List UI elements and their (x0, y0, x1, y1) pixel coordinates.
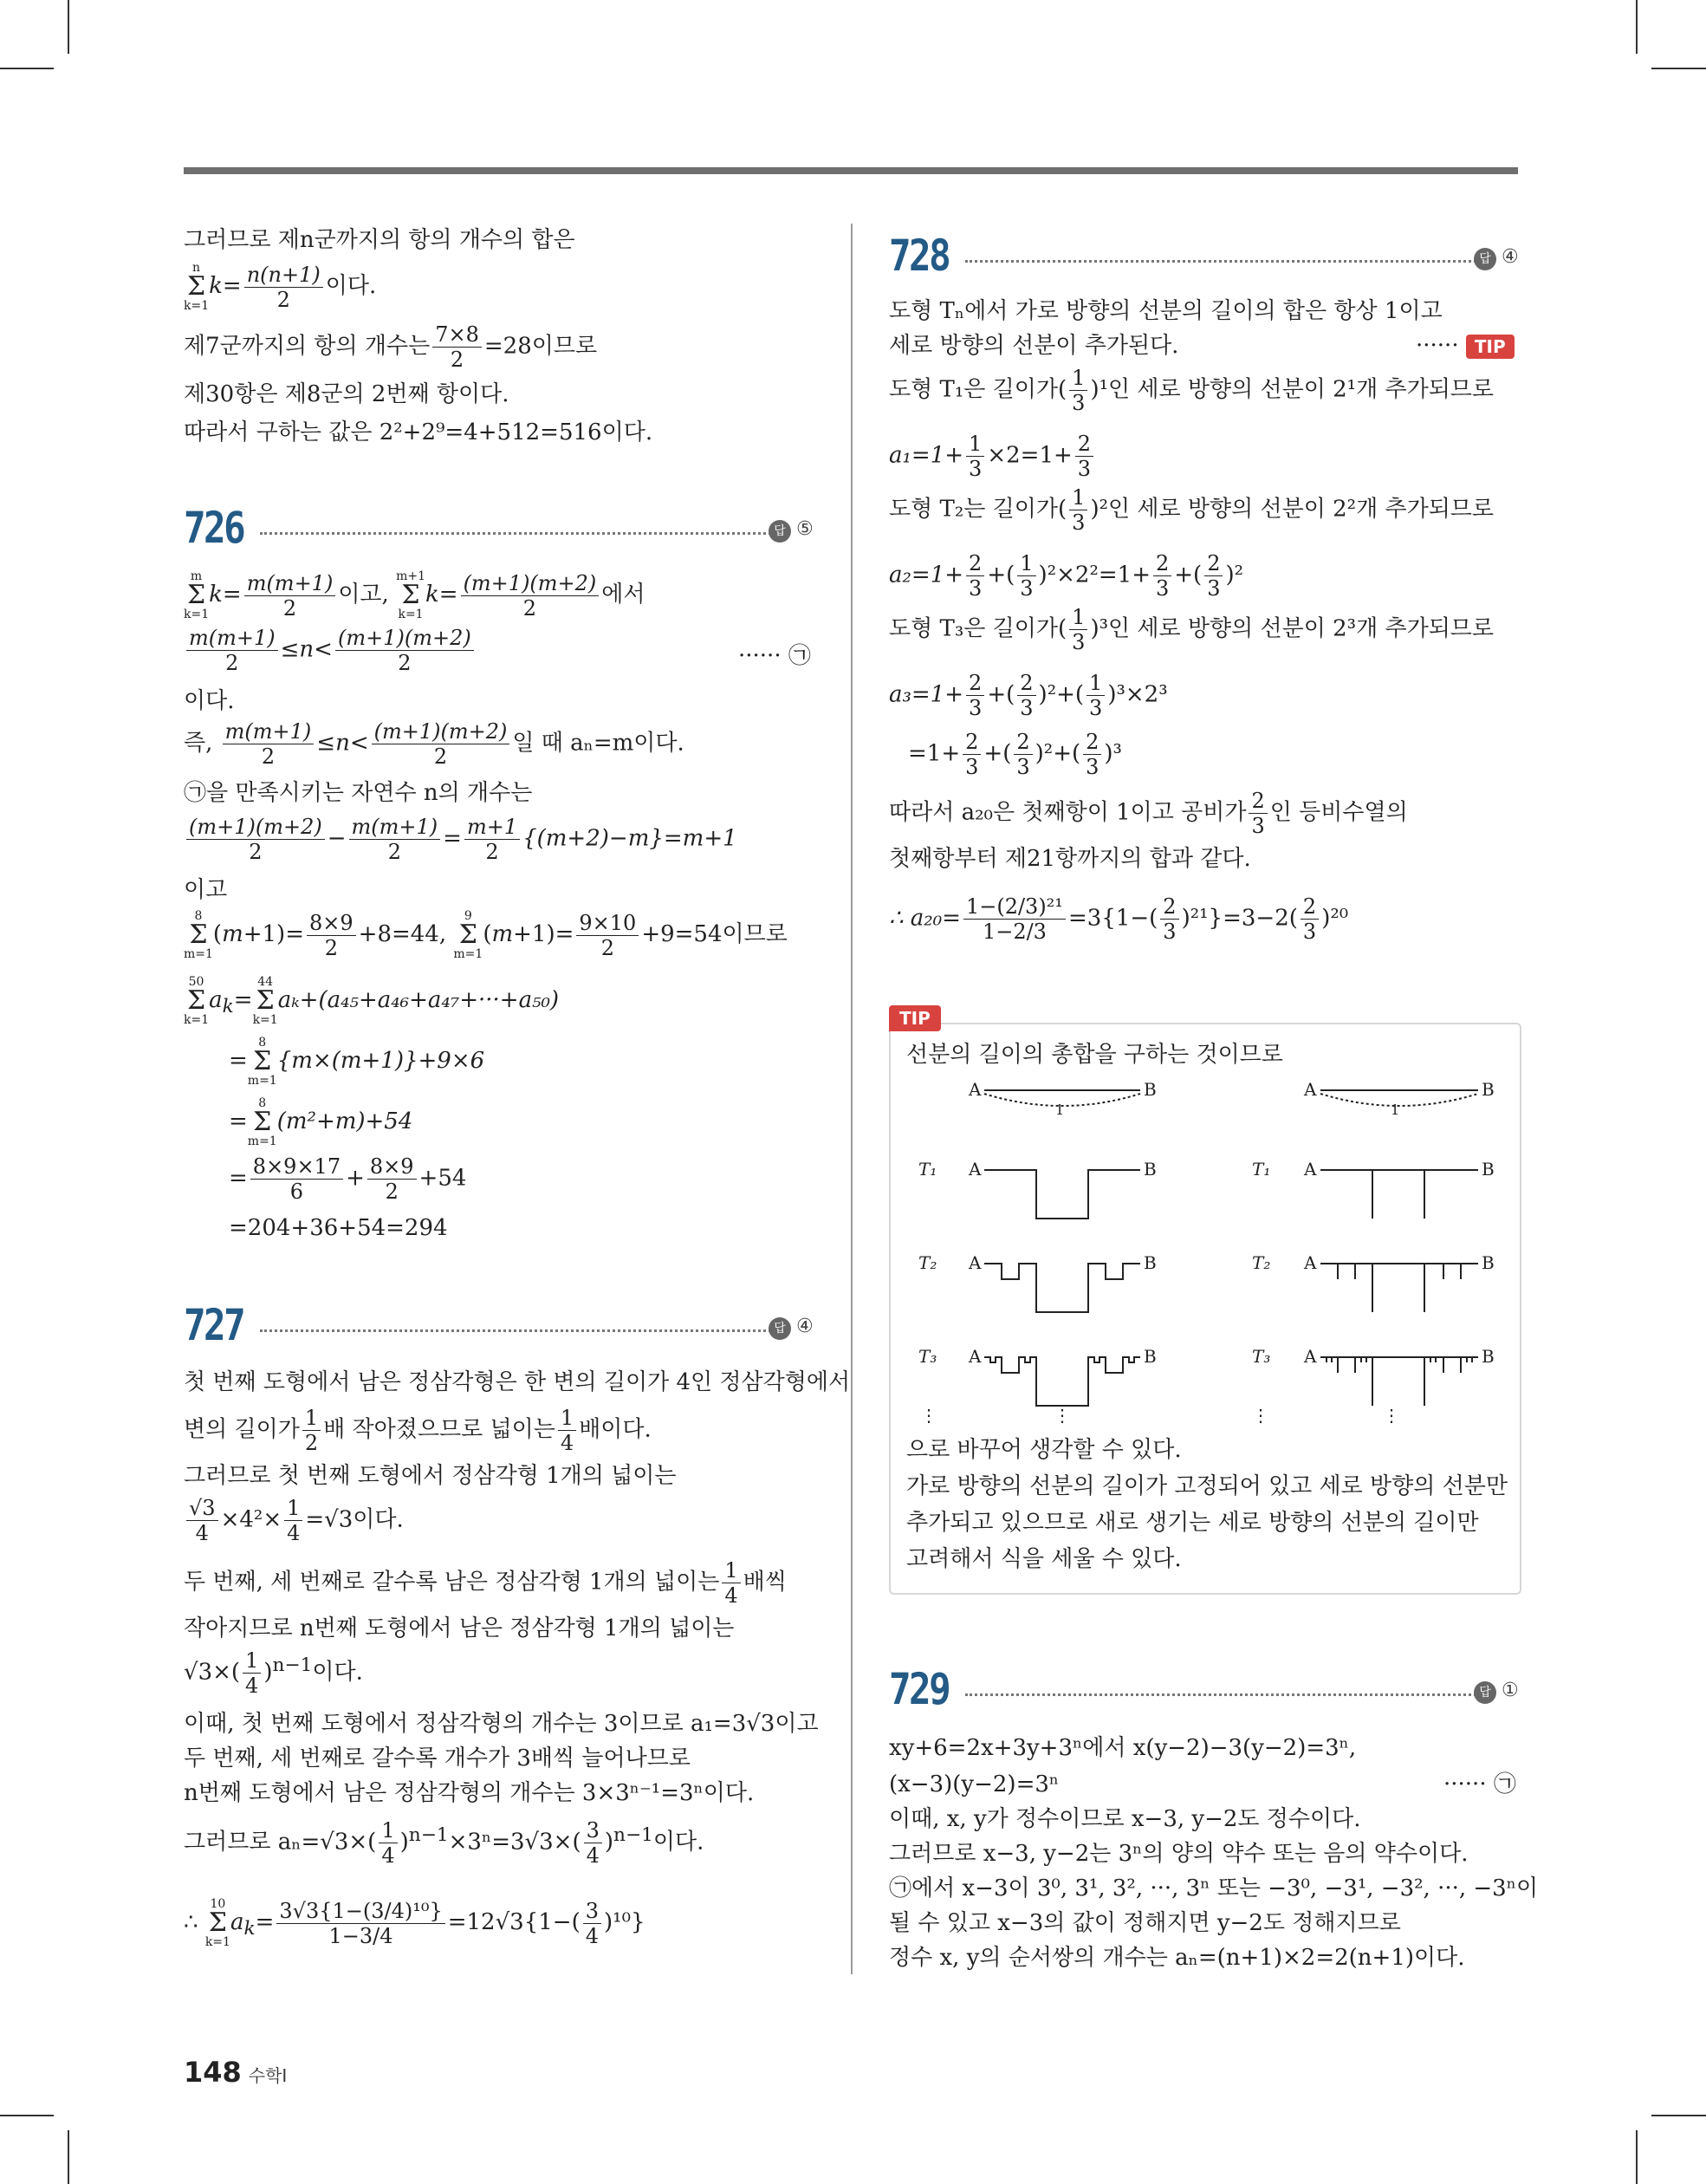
answer-mark: 답 ④ (1474, 246, 1519, 270)
tip-intro: 선분의 길이의 총합을 구하는 것이므로 (906, 1042, 1283, 1068)
p727-line: 그러므로 첫 번째 도형에서 정삼각형 1개의 넓이는 (184, 1463, 677, 1489)
point-a: A (1304, 1159, 1317, 1180)
p726-line: $\frac{(m+1)(m+2)}{2}$ − $\frac{m(m+1)}{2}$ = $\frac{m+1}{2}$ {(m+2)−m}=m+1 (184, 815, 737, 864)
crop-mark (1651, 68, 1706, 69)
p728-line: 도형 T₃은 길이가( $\frac{1}{3}$ )³인 세로 방향의 선분이 2³개 추가되므로 (889, 605, 1495, 654)
crop-mark (68, 2130, 69, 2184)
p726-line: = $\frac{8\times 9\times 17}{6}$ + $\frac{8\times 9}{2}$ +54 (229, 1154, 467, 1204)
length-label: 1 (1391, 1102, 1400, 1118)
answer-icon: 답 (1474, 248, 1496, 270)
intro-line: 제7군까지의 항의 개수는 $\frac{7\times 8}{2}$ =28이므로 (184, 322, 598, 372)
p729-line: (x−3)(y−2)=3ⁿ (889, 1771, 1060, 1797)
page-number: 148 (184, 2056, 242, 2089)
crop-mark (68, 0, 69, 54)
p728-line: a₃=1+ $\frac{2}{3}$ +( $\frac{2}{3}$ )²+( $\frac{1}{3}$ )³×2³ (889, 671, 1168, 720)
crop-mark (1636, 2130, 1638, 2184)
problem-number: 727 (184, 1300, 244, 1350)
p727-line: 작아지므로 n번째 도형에서 남은 정삼각형 1개의 넓이는 (184, 1615, 735, 1641)
p727-line: n번째 도형에서 남은 정삼각형의 개수는 3×3ⁿ⁻¹=3ⁿ이다. (184, 1780, 755, 1806)
p727-line: 두 번째, 세 번째로 갈수록 개수가 3배씩 늘어나므로 (184, 1745, 691, 1771)
point-b: B (1144, 1252, 1157, 1273)
p728-line: 도형 T₂는 길이가( $\frac{1}{3}$ )²인 세로 방향의 선분이 2²개 추가되므로 (889, 485, 1495, 535)
p729-line: 될 수 있고 x−3의 값이 정해지면 y−2도 정해지므로 (889, 1910, 1401, 1936)
p728-line: 따라서 a₂₀은 첫째항이 1이고 공비가 $\frac{2}{3}$ 인 등비수열의 (889, 789, 1408, 838)
intro-line: 제30항은 제8군의 2번째 항이다. (184, 381, 509, 407)
p726-line: ㉠을 만족시키는 자연수 n의 개수는 (184, 780, 533, 806)
point-a: A (969, 1252, 982, 1273)
point-b: B (1482, 1079, 1495, 1100)
dot-leader (965, 1693, 1476, 1696)
intro-line: 그러므로 제n군까지의 항의 개수의 합은 (184, 227, 575, 253)
point-b: B (1144, 1079, 1157, 1100)
dot-leader (260, 532, 771, 535)
p728-line: a₂=1+ $\frac{2}{3}$ +( $\frac{1}{3}$ )²×2²=1+ $\frac{2}{3}$ +( $\frac{2}{3}$ )² (889, 551, 1244, 601)
problem-729-header (889, 1664, 1518, 1716)
point-b: B (1482, 1252, 1495, 1273)
point-a: A (969, 1346, 982, 1367)
p726-line: $\frac{m(m+1)}{2}$ ≤n< $\frac{(m+1)(m+2)}{2}$ (184, 626, 477, 675)
answer-mark: 답 ④ (769, 1316, 814, 1340)
p726-line: =8 Σ m=1(m²+m)+54 (229, 1096, 413, 1148)
point-b: B (1482, 1346, 1495, 1367)
tip-line: 고려해서 식을 세울 수 있다. (906, 1546, 1182, 1572)
vdots: ⋮ (1252, 1405, 1269, 1426)
tip-ref: ······ TIP (1416, 331, 1515, 361)
p726-line: =8 Σ m=1{m×(m+1)}+9×6 (229, 1036, 485, 1088)
answer-mark: 답 ① (1474, 1680, 1519, 1704)
p728-line: 도형 T₁은 길이가( $\frac{1}{3}$ )¹인 세로 방향의 선분이 2¹개 추가되므로 (889, 366, 1495, 415)
tip-label: TIP (889, 1005, 941, 1031)
p727-line: √3×( $\frac{1}{4}$ )$^{n-1}$이다. (184, 1648, 363, 1698)
p728-line: 도형 Tₙ에서 가로 방향의 선분의 길이의 합은 항상 1이고 (889, 298, 1443, 324)
p728-line: a₁=1+ $\frac{1}{3}$ ×2=1+ $\frac{2}{3}$ (889, 432, 1096, 481)
point-a: A (969, 1159, 982, 1180)
t2-shape (984, 1264, 1140, 1312)
p727-line: 그러므로 aₙ=√3×( $\frac{1}{4}$ )$^{n-1}$×3ⁿ=3√3×( $\frac{3}{4}$ )$^{n-1}$이다. (184, 1818, 704, 1868)
mark-label: ······ ㉠ (738, 643, 811, 669)
p726-line: 50 Σ $k=1a_k=44$ Σ k=1aₖ+(a₄₅+a₄₆+a₄₇+···+a₅₀) (184, 975, 560, 1027)
p728-line: 첫째항부터 제21항까지의 합과 같다. (889, 846, 1251, 872)
p726-line: 이고 (184, 877, 228, 903)
answer-icon: 답 (1474, 1681, 1496, 1704)
mark-label: ······ ㉠ (1443, 1771, 1516, 1797)
row-label-t2: T₂ (1252, 1252, 1271, 1273)
row-label-t1: T₁ (918, 1159, 937, 1180)
subject-label: 수학Ⅰ (248, 2065, 288, 2086)
row-label-t3: T₃ (1252, 1346, 1271, 1367)
point-b: B (1482, 1159, 1495, 1180)
point-a: A (1304, 1079, 1317, 1100)
tip-line: 추가되고 있으므로 새로 생기는 세로 방향의 선분의 길이만 (906, 1510, 1479, 1536)
p727-line: 두 번째, 세 번째로 갈수록 남은 정삼각형 1개의 넓이는 $\frac{1}{4}$ 배씩 (184, 1558, 787, 1608)
vdots: ⋮ (1054, 1405, 1071, 1426)
tip-diagram (901, 1075, 1508, 1447)
crop-mark (1651, 2115, 1706, 2116)
tip-line: 가로 방향의 선분의 길이가 고정되어 있고 세로 방향의 선분만 (906, 1473, 1508, 1499)
p726-line: 즉, $\frac{m(m+1)}{2}$ ≤n< $\frac{(m+1)(m+2)}{2}$ 일 때 aₙ=m이다. (184, 719, 684, 769)
vdots: ⋮ (920, 1405, 937, 1426)
point-b: B (1144, 1159, 1157, 1180)
tip-line: 으로 바꾸어 생각할 수 있다. (906, 1437, 1182, 1463)
problem-727-header (184, 1300, 816, 1352)
p726-line: 이다. (184, 688, 235, 714)
p726-line: 8 Σ m=1(m+1)= $\frac{8\times 9}{2}$ +8=44, 9 Σ m=1(m+1)= $\frac{9\times 10}{2}$ +9=54이므로 (184, 909, 788, 961)
problem-726-header (184, 503, 816, 555)
vdots: ⋮ (1383, 1405, 1400, 1426)
point-b: B (1144, 1346, 1157, 1367)
crop-mark (1636, 0, 1638, 54)
p726-line: =204+36+54=294 (229, 1215, 448, 1241)
problem-number: 726 (184, 503, 244, 553)
t1-shape (984, 1170, 1140, 1219)
p729-line: 그러므로 x−3, y−2는 3ⁿ의 양의 약수 또는 음의 약수이다. (889, 1841, 1469, 1867)
length-label: 1 (1055, 1102, 1065, 1118)
t3-shape (984, 1357, 1140, 1406)
answer-icon: 답 (769, 520, 791, 543)
point-a: A (1304, 1252, 1317, 1273)
p728-line: 세로 방향의 선분이 추가된다. (889, 333, 1179, 359)
p727-line: $\frac{√3}{4}$ ×4²× $\frac{1}{4}$ =√3이다. (184, 1496, 404, 1545)
row-label-t3: T₃ (918, 1346, 937, 1367)
header-rule (184, 167, 1518, 174)
point-a: A (969, 1079, 982, 1100)
p727-line: 변의 길이가 $\frac{1}{2}$ 배 작아졌으므로 넓이는 $\frac{1}{4}$ 배이다. (184, 1406, 652, 1455)
problem-number: 729 (889, 1664, 950, 1714)
p727-line: 첫 번째 도형에서 남은 정삼각형은 한 변의 길이가 4인 정삼각형에서 (184, 1369, 851, 1395)
problem-number: 728 (889, 231, 950, 281)
column-divider (851, 224, 853, 1974)
p727-line: ∴ 10 Σ $k=1a_k=$ $\frac{\text{3√3\{1−(3/4)¹⁰\}}}{1-3/4}$ =12√3{1−( $\frac{3}{4}$ )¹⁰} (184, 1897, 645, 1949)
p729-line: xy+6=2x+3y+3ⁿ에서 x(y−2)−3(y−2)=3ⁿ, (889, 1735, 1357, 1761)
intro-line: 따라서 구하는 값은 2²+2⁹=4+512=516이다. (184, 419, 653, 445)
tip-badge: TIP (1466, 335, 1515, 359)
p728-line: ∴ a₂₀= $\frac{\text{1−(2/3)²¹}}{1-2/3}$ =3{1−( $\frac{2}{3}$ )²¹}=3−2( $\frac{2}{3}$ )²⁰ (889, 894, 1349, 944)
problem-728-header (889, 231, 1518, 283)
answer-mark: 답 ⑤ (769, 518, 814, 543)
p728-line: =1+ $\frac{2}{3}$ +( $\frac{2}{3}$ )²+( $\frac{2}{3}$ )³ (908, 730, 1122, 779)
p727-line: 이때, 첫 번째 도형에서 정삼각형의 개수는 3이므로 a₁=3√3이고 (184, 1711, 819, 1737)
intro-formula: n Σ k=1k= $\frac{n(n+1)}{2}$ 이다. (184, 261, 377, 313)
answer-icon: 답 (769, 1317, 791, 1340)
p729-line: 이때, x, y가 정수이므로 x−3, y−2도 정수이다. (889, 1806, 1361, 1832)
crop-mark (0, 68, 54, 69)
p726-line: m Σ k=1k= $\frac{m(m+1)}{2}$ 이고, m+1 Σ k=1k= $\frac{(m+1)(m+2)}{2}$ 에서 (184, 569, 645, 621)
row-label-t1: T₁ (1252, 1159, 1271, 1180)
p729-line: 정수 x, y의 순서쌍의 개수는 aₙ=(n+1)×2=2(n+1)이다. (889, 1945, 1465, 1971)
crop-mark (0, 2115, 54, 2116)
dot-leader (260, 1329, 771, 1332)
dot-leader (965, 260, 1476, 263)
row-label-t2: T₂ (918, 1252, 937, 1273)
point-a: A (1304, 1346, 1317, 1367)
p729-line: ㉠에서 x−3이 3⁰, 3¹, 3², ···, 3ⁿ 또는 −3⁰, −3¹, −3², ···, −3ⁿ이 (889, 1875, 1539, 1901)
page-footer (184, 2056, 287, 2089)
